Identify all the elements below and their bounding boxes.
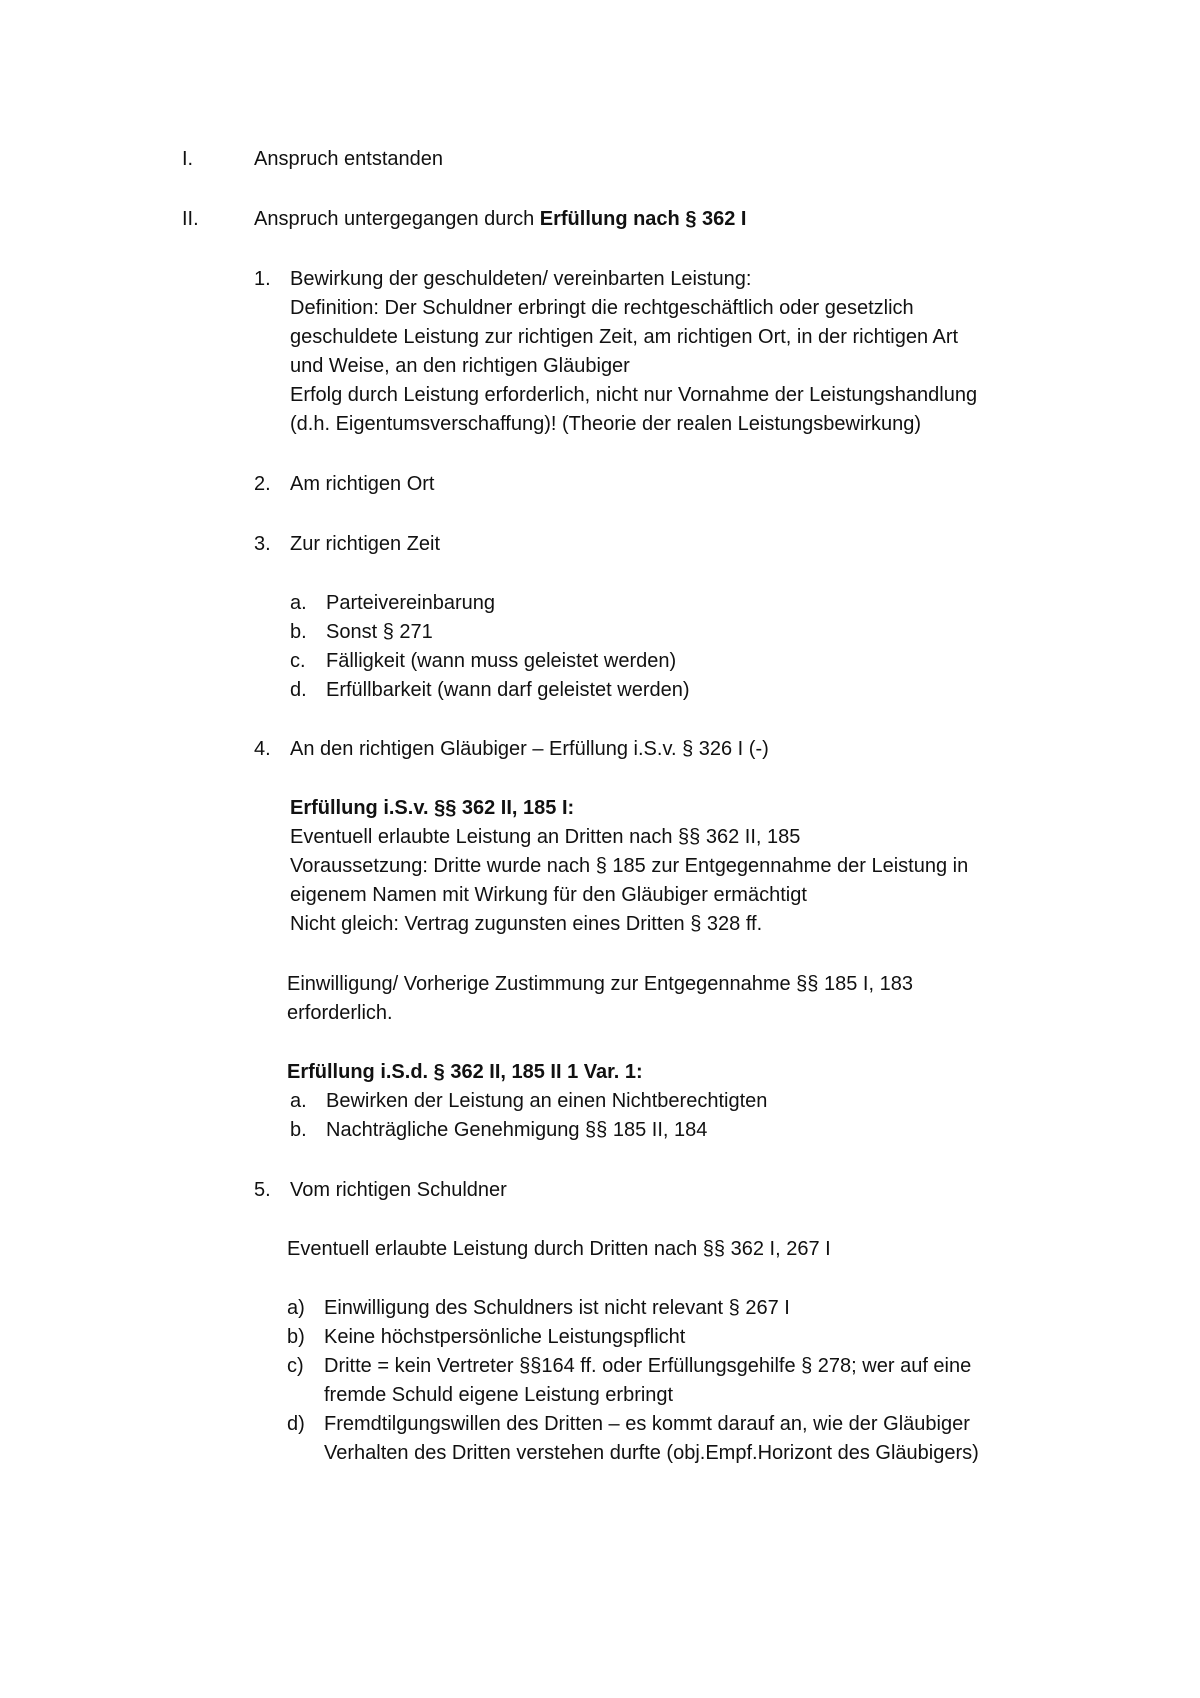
bold-text: Erfüllung nach § 362 I [539, 208, 747, 230]
paragraph-line: (d.h. Eigentumsverschaffung)! (Theorie der realen Leistungsbewirkung) [290, 413, 922, 435]
paragraph-line: Verhalten des Dritten verstehen durfte (obj.Empf.Horizont des Gläubigers) [324, 1442, 979, 1464]
list-letter: c) [287, 1355, 304, 1377]
list-letter: d. [290, 679, 307, 701]
list-number: 5. [254, 1179, 271, 1201]
subheading: Erfüllung i.S.v. §§ 362 II, 185 I: [290, 797, 575, 819]
paragraph-line: Nachträgliche Genehmigung §§ 185 II, 184 [326, 1119, 708, 1141]
paragraph-line: Erfolg durch Leistung erforderlich, nicht nur Vornahme der Leistungshandlung [290, 384, 978, 406]
paragraph-line: Definition: Der Schuldner erbringt die rechtgeschäftlich oder gesetzlich [290, 297, 914, 319]
paragraph-line: Zur richtigen Zeit [290, 533, 441, 555]
list-number: 3. [254, 533, 271, 555]
list-letter: b) [287, 1326, 305, 1348]
text: Anspruch untergegangen durch [254, 208, 540, 230]
paragraph-line: Einwilligung des Schuldners ist nicht relevant § 267 I [324, 1297, 790, 1319]
paragraph-line: Bewirken der Leistung an einen Nichtberechtigten [326, 1090, 768, 1112]
list-letter: c. [290, 650, 306, 672]
list-letter: a) [287, 1297, 305, 1319]
list-letter: a. [290, 592, 307, 614]
paragraph-line: Parteivereinbarung [326, 592, 495, 614]
paragraph-line: Erfüllbarkeit (wann darf geleistet werden) [326, 679, 690, 701]
paragraph-line: Dritte = kein Vertreter §§164 ff. oder Erfüllungsgehilfe § 278; wer auf eine [324, 1355, 972, 1377]
paragraph-line: geschuldete Leistung zur richtigen Zeit, am richtigen Ort, in der richtigen Art [290, 326, 959, 348]
paragraph-line: erforderlich. [287, 1002, 393, 1024]
heading-anspruch-entstanden: Anspruch entstanden [254, 148, 444, 170]
paragraph-line: und Weise, an den richtigen Gläubiger [290, 355, 630, 377]
paragraph-line: Am richtigen Ort [290, 473, 435, 495]
paragraph-line: Voraussetzung: Dritte wurde nach § 185 zur Entgegennahme der Leistung in [290, 855, 969, 877]
heading-anspruch-untergegangen [254, 205, 746, 233]
paragraph-line: eigenem Namen mit Wirkung für den Gläubiger ermächtigt [290, 884, 807, 906]
list-number: I. [182, 148, 194, 170]
paragraph-line: Eventuell erlaubte Leistung durch Dritten nach §§ 362 I, 267 I [287, 1238, 831, 1260]
list-letter: a. [290, 1090, 307, 1112]
paragraph-line: Einwilligung/ Vorherige Zustimmung zur Entgegennahme §§ 185 I, 183 [287, 973, 913, 995]
paragraph-line: Fälligkeit (wann muss geleistet werden) [326, 650, 677, 672]
subheading: Erfüllung i.S.d. § 362 II, 185 II 1 Var. 1: [287, 1061, 643, 1083]
paragraph-line: An den richtigen Gläubiger – Erfüllung i.S.v. § 326 I (-) [290, 738, 769, 760]
list-letter: b. [290, 621, 307, 643]
list-letter: d) [287, 1413, 305, 1435]
paragraph-line: Fremdtilgungswillen des Dritten – es kommt darauf an, wie der Gläubiger [324, 1413, 970, 1435]
list-letter: b. [290, 1119, 307, 1141]
paragraph-line: Vom richtigen Schuldner [290, 1179, 507, 1201]
paragraph-line: Keine höchstpersönliche Leistungspflicht [324, 1326, 686, 1348]
paragraph-line: fremde Schuld eigene Leistung erbringt [324, 1384, 674, 1406]
paragraph-line: Nicht gleich: Vertrag zugunsten eines Dritten § 328 ff. [290, 913, 763, 935]
list-number: 2. [254, 473, 271, 495]
paragraph-line: Bewirkung der geschuldeten/ vereinbarten Leistung: [290, 268, 752, 290]
list-number: 4. [254, 738, 271, 760]
paragraph-line: Eventuell erlaubte Leistung an Dritten nach §§ 362 II, 185 [290, 826, 801, 848]
paragraph-line: Sonst § 271 [326, 621, 433, 643]
list-number: 1. [254, 268, 271, 290]
list-number: II. [182, 208, 199, 230]
